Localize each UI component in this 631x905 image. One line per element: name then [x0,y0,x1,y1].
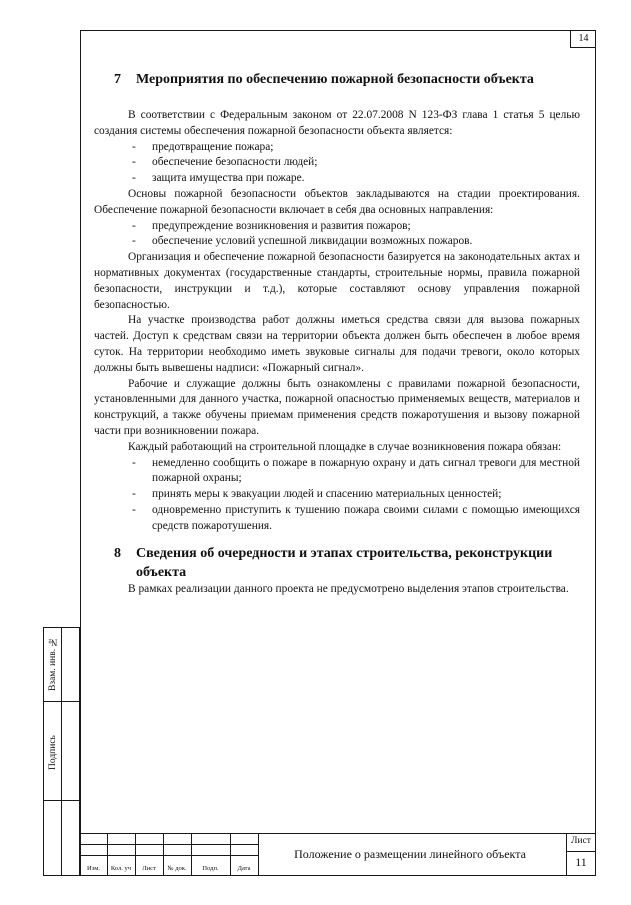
col-count: Кол. уч [110,865,132,872]
side-stamp [43,627,80,876]
document-body [94,70,580,597]
list-item: - обеспечение условий успешной ликвидации возможных пожаров. [94,234,580,250]
list-item: - предотвращение пожара; [94,140,580,156]
col-change: Изм. [87,865,100,872]
paragraph: Основы пожарной безопасности объектов закладываются на стадии проектирования. Обеспечение пожарной безопасности включает в себя два основных направления: [94,187,580,216]
col-sheet: Лист [142,865,156,872]
list-item: - предупреждение возникновения и развития пожаров; [94,219,580,235]
paragraph: На участке производства работ должны иметься средства связи для вызова пожарных частей. Доступ к средствам связи на территории объекта должен быть обеспечен в любое время суток. На территории необходимо иметь звуковые сигналы для подачи тревоги, около которых должны быть вывешены надписи: «Пожарный сигнал». [94,314,580,374]
section-8-heading [114,544,580,582]
sheet-number: 11 [575,855,587,869]
replace-inventory-label: Взам. инв. № [48,636,58,692]
paragraph: Каждый работающий на строительной площадке в случае возникновения пожара обязан: [128,440,562,453]
page-number: 14 [570,30,596,48]
sheet-label: Лист [571,836,591,846]
bullet-list [94,219,580,251]
paragraph: Организация и обеспечение пожарной безопасности базируется на законодательных актах и нормативных документах (государственные стандарты, строительные нормы, правила пожарной безопасности, инструкции и т.д.), которые составляют основу управления пожарной безопасностью. [94,251,580,311]
section-8-number: 8 [114,545,121,561]
stamp-divider [61,627,62,876]
bullet-list [94,456,580,535]
list-item: - немедленно сообщить о пожаре в пожарную охрану и дать сигнал тревоги для местной пожарной охраны; [94,456,580,488]
section-8-title: Сведения об очередности и этапах строительства, реконструкции объекта [136,545,553,580]
title-block [80,833,596,876]
paragraph: Рабочие и служащие должны быть ознакомлены с правилами пожарной безопасности, установленными для данного участка, пожарной опасностью применяемых веществ, материалов и конструкций, а также обучены приемам применения средств пожаротушения и вызову пожарной части при возникновении пожара. [94,377,580,437]
section-7-title: Мероприятия по обеспечению пожарной безопасности объекта [136,72,534,87]
list-item: - защита имущества при пожаре. [94,171,580,187]
list-item: - принять меры к эвакуации людей и спасению материальных ценностей; [94,487,580,503]
col-doc-no: № док. [167,865,187,872]
section-7-number: 7 [114,72,121,87]
col-signature: Подп. [202,865,219,872]
document-title: Положение о размещении линейного объекта [294,847,526,861]
list-item: - одновременно приступить к тушению пожара своими силами с помощью имеющихся средств пожаротушения. [94,503,580,535]
section-7-heading [114,70,580,89]
paragraph: В соответствии с Федеральным законом от 22.07.2008 N 123-ФЗ глава 1 статья 5 целью создания системы обеспечения пожарной безопасности объекта является: [94,109,580,137]
signature-label: Подпись [48,735,58,771]
col-date: Дата [237,865,251,872]
list-item: - обеспечение безопасности людей; [94,155,580,171]
bullet-list [94,140,580,187]
paragraph: В рамках реализации данного проекта не предусмотрено выделения этапов строительства. [128,582,569,595]
